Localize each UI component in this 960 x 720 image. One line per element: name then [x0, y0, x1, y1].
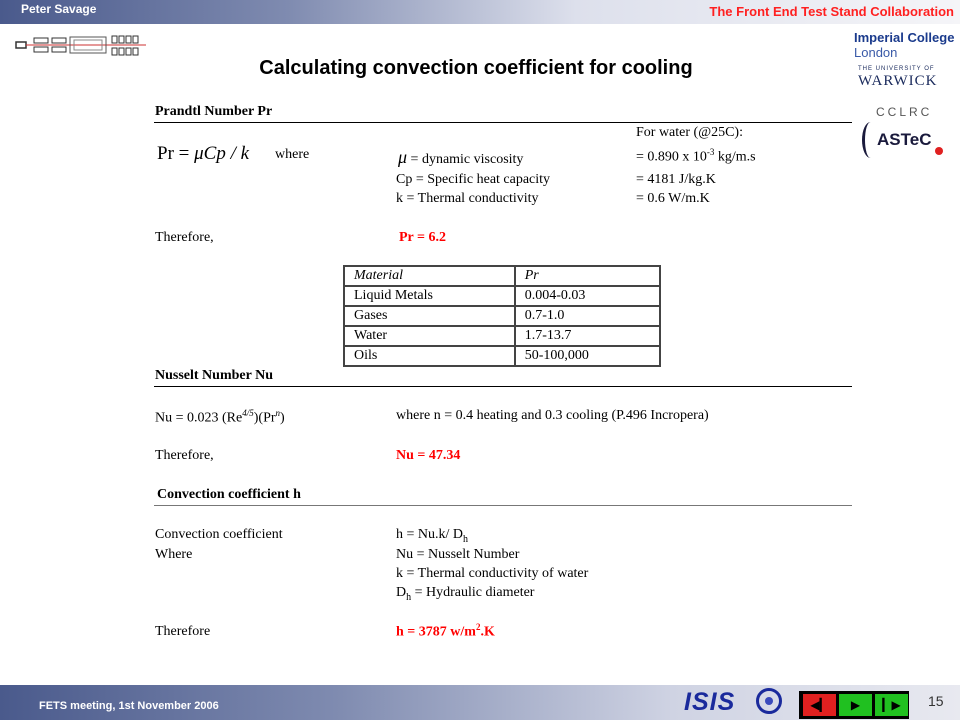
nusselt-where-note: where n = 0.4 heating and 0.3 cooling (P.496 Incropera) [396, 408, 709, 423]
nusselt-formula-mid: )(Pr [253, 410, 276, 426]
last-slide-button[interactable] [875, 694, 908, 716]
table-cell: Gases [344, 306, 515, 326]
page-number: 15 [928, 693, 944, 709]
table-cell: 50-100,000 [515, 346, 660, 366]
k-definition: k = Thermal conductivity [396, 191, 539, 206]
prandtl-heading: Prandtl Number Pr [155, 104, 273, 119]
table-header-row [344, 266, 660, 286]
astec-dot-icon [935, 147, 943, 155]
table-cell: Water [344, 326, 515, 346]
dh-pre: D [396, 585, 407, 600]
k-value: = 0.6 W/m.K [636, 191, 710, 206]
mu-value-post: kg/m.s [714, 149, 756, 165]
beamline-schematic-icon [14, 33, 146, 59]
table-row [344, 286, 660, 306]
dh-definition [396, 585, 534, 603]
table-cell: 0.7-1.0 [515, 306, 660, 326]
previous-arrow-icon: ◀▎ [810, 698, 829, 712]
table-row [344, 326, 660, 346]
table-cell: 0.004-0.03 [515, 286, 660, 306]
isis-swirl-icon [756, 688, 782, 714]
dh-post: = Hydraulic diameter [411, 585, 535, 600]
convection-formula-sub: h [463, 533, 469, 545]
warwick-logo-small: THE UNIVERSITY OF [858, 66, 935, 72]
prandtl-formula-mu: μ [194, 143, 204, 164]
convection-result [396, 622, 495, 641]
imperial-logo-line1: Imperial College [854, 30, 955, 45]
table-header-pr: Pr [515, 266, 660, 286]
imperial-college-logo [854, 30, 954, 60]
water-note: For water (@25C): [636, 125, 743, 140]
nusselt-formula-pre: Nu = 0.023 (Re [155, 410, 243, 426]
nusselt-result: Nu = 47.34 [396, 448, 461, 463]
cp-definition: Cp = Specific heat capacity [396, 172, 551, 187]
meeting-label: FETS meeting, 1st November 2006 [39, 700, 219, 712]
convection-therefore: Therefore [155, 624, 211, 639]
nusselt-formula-exp1: 4/5 [242, 408, 254, 418]
convection-result-post: .K [480, 624, 495, 640]
convection-result-pre: h = 3787 w/m [396, 624, 476, 640]
nusselt-rule [154, 386, 852, 387]
last-arrow-icon: ▎▶ [882, 698, 901, 712]
mu-value [636, 147, 756, 166]
nusselt-formula-exp2: n [275, 408, 281, 418]
collaboration-name: The Front End Test Stand Collaboration [709, 4, 954, 19]
prandtl-result: Pr = 6.2 [399, 230, 446, 245]
convection-result-exp: 2 [475, 622, 481, 632]
prandtl-formula-rest: Cp / k [203, 143, 250, 164]
convection-heading: Convection coefficient h [157, 487, 301, 502]
mu-symbol: μ [398, 147, 408, 167]
table-cell: 1.7-13.7 [515, 326, 660, 346]
nusselt-formula-post: ) [280, 410, 285, 426]
mu-value-pre: = 0.890 x 10 [636, 149, 707, 165]
mu-value-exp: -3 [706, 147, 715, 157]
next-arrow-icon: ▶ [850, 698, 861, 712]
prandtl-where: where [275, 147, 310, 162]
imperial-logo-line2: London [854, 45, 898, 60]
prandtl-therefore: Therefore, [155, 230, 214, 245]
author-name: Peter Savage [21, 2, 97, 16]
prandtl-material-table [343, 265, 661, 367]
cclrc-logo: CCLRC [876, 105, 933, 119]
table-cell: Liquid Metals [344, 286, 515, 306]
isis-logo: ISIS [684, 688, 736, 716]
cp-value: = 4181 J/kg.K [636, 172, 716, 187]
table-row [344, 346, 660, 366]
k-water-definition: k = Thermal conductivity of water [396, 566, 589, 581]
nusselt-heading: Nusselt Number Nu [155, 368, 273, 383]
convection-formula [396, 527, 468, 545]
table-header-material: Material [344, 266, 515, 286]
convection-formula-pre: h = Nu.k/ D [396, 527, 464, 542]
convection-label: Convection coefficient [155, 527, 283, 542]
previous-slide-button[interactable] [803, 694, 836, 716]
prandtl-rule [154, 122, 852, 123]
nusselt-therefore: Therefore, [155, 448, 214, 463]
convection-where: Where [155, 547, 193, 562]
prandtl-formula-lhs: Pr = [157, 143, 195, 164]
nusselt-formula [155, 408, 285, 427]
table-cell: Oils [344, 346, 515, 366]
mu-definition [398, 147, 523, 168]
slide-title: Calculating convection coefficient for cooling [259, 57, 693, 79]
warwick-logo-big: WARWICK [858, 73, 938, 89]
nu-definition: Nu = Nusselt Number [396, 547, 520, 562]
convection-rule [154, 505, 852, 506]
warwick-logo [858, 66, 938, 90]
mu-def-text: = dynamic viscosity [407, 152, 524, 167]
prandtl-formula [157, 143, 249, 165]
dh-sub: h [406, 591, 412, 603]
table-row [344, 306, 660, 326]
astec-logo: ASTeC [877, 130, 932, 149]
next-slide-button[interactable] [839, 694, 872, 716]
